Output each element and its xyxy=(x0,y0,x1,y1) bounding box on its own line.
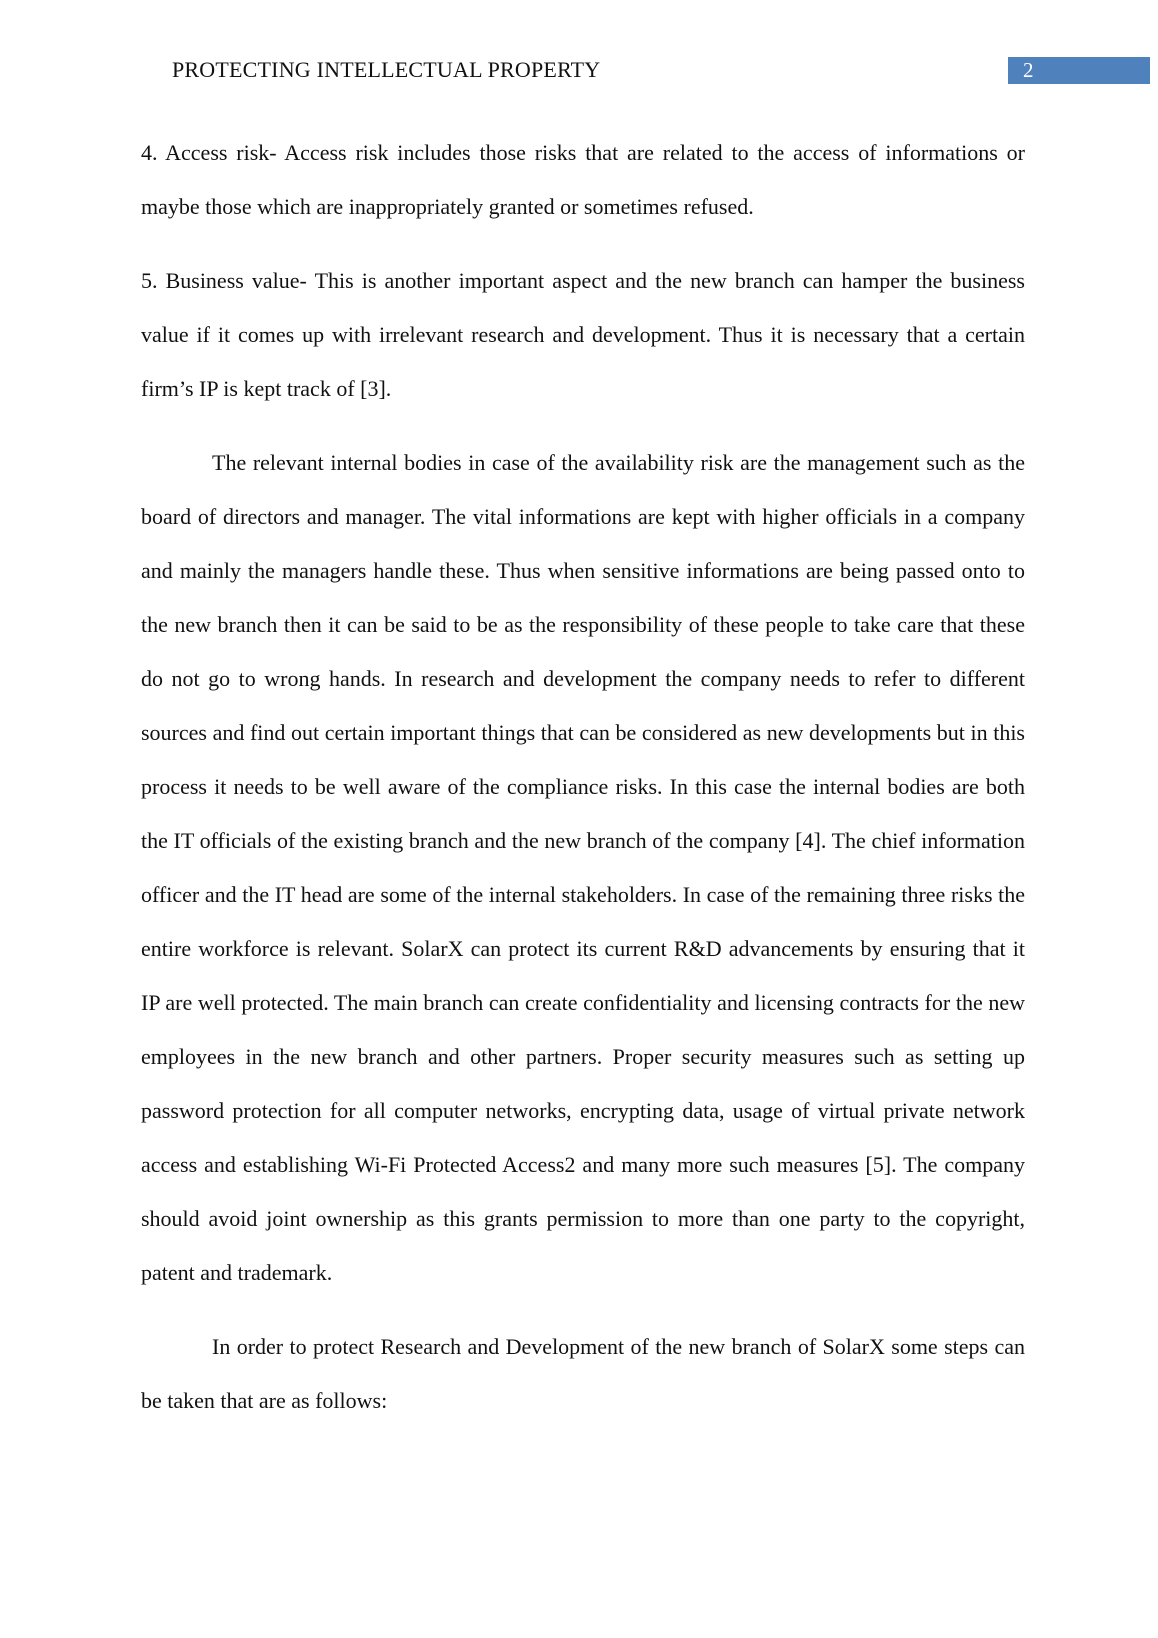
paragraph-protection-steps-intro: In order to protect Research and Development of the new branch of SolarX some steps can be taken that are as follows: xyxy=(141,1334,1025,1413)
paragraph-internal-bodies: The relevant internal bodies in case of the availability risk are the management such as the board of directors and manager. The vital informations are kept with higher officials in a company and mainly the managers handle these. Thus when sensitive informations are being passed onto to the new branch then it can be said to be as the responsibility of these people to take care that these do not go to wrong hands. In research and development the company needs to refer to different sources and find out certain important things that can be considered as new developments but in this process it needs to be well aware of the compliance risks. In this case the internal bodies are both the IT officials of the existing branch and the new branch of the company [4]. The chief information officer and the IT head are some of the internal stakeholders. In case of the remaining three risks the entire workforce is relevant. SolarX can protect its current R&D advancements by ensuring that it IP are well protected. The main branch can create confidentiality and licensing contracts for the new employees in the new branch and other partners. Proper security measures such as setting up password protection for all computer networks, encrypting data, usage of virtual private network access and establishing Wi-Fi Protected Access2 and many more such measures [5]. The company should avoid joint ownership as this grants permission to more than one party to the copyright, patent and trademark. xyxy=(141,450,1025,1285)
paragraph-business-value: 5. Business value- This is another important aspect and the new branch can hamper the business value if it comes up with irrelevant research and development. Thus it is necessary that a certain firm’s IP is kept track of [3]. xyxy=(141,268,1025,401)
paragraph-access-risk: 4. Access risk- Access risk includes those risks that are related to the access of informations or maybe those which are inappropriately granted or sometimes refused. xyxy=(141,140,1025,219)
running-header-title: PROTECTING INTELLECTUAL PROPERTY xyxy=(172,57,601,82)
page-number-badge: 2 xyxy=(1008,57,1150,84)
document-body xyxy=(141,126,1025,1448)
